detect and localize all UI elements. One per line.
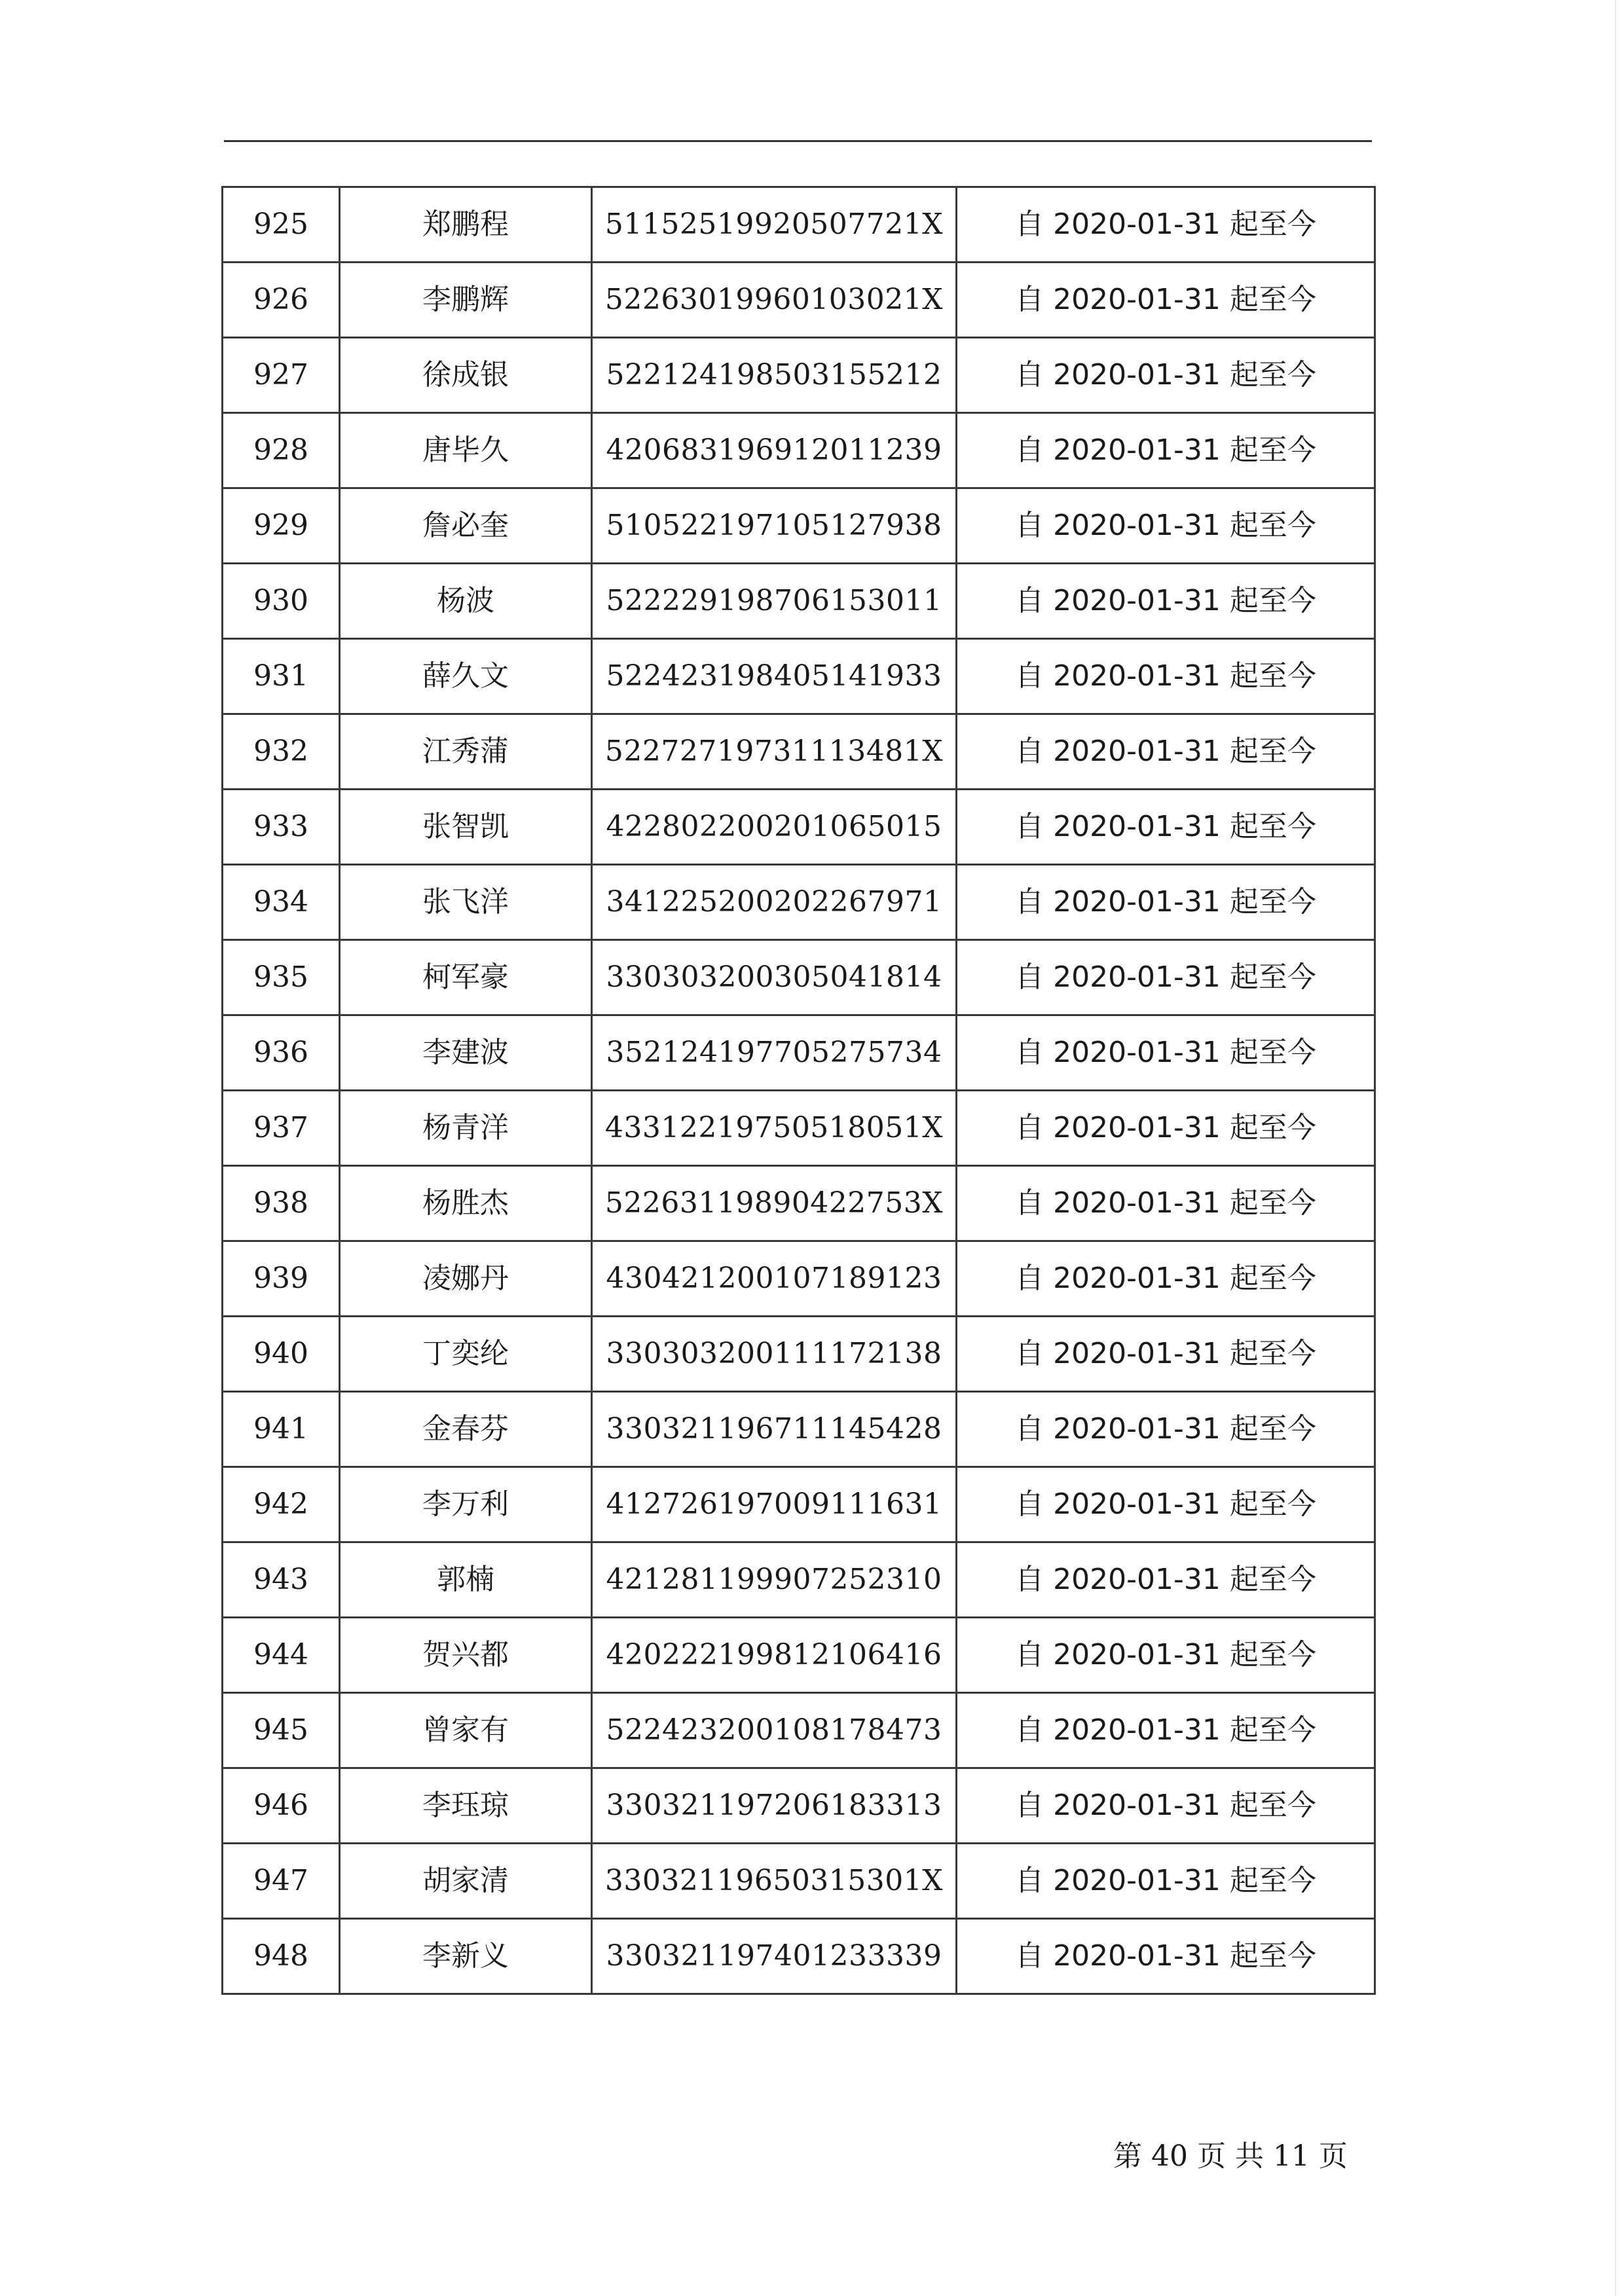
page-number: 第 40 页 共 11 页 <box>1113 2140 1348 2173</box>
row-number-cell: 937 <box>223 1091 340 1166</box>
row-number-cell: 935 <box>223 940 340 1015</box>
row-number-cell: 933 <box>223 790 340 865</box>
table-row <box>223 564 1375 639</box>
name-cell: 江秀蒲 <box>340 714 592 790</box>
name-cell: 郭楠 <box>340 1542 592 1618</box>
name-cell: 柯军豪 <box>340 940 592 1015</box>
period-cell: 自 2020-01-31 起至今 <box>957 1091 1375 1166</box>
id-number-cell: 522423200108178473 <box>592 1693 957 1768</box>
row-number-cell: 941 <box>223 1392 340 1467</box>
period-cell: 自 2020-01-31 起至今 <box>957 1618 1375 1693</box>
period-cell: 自 2020-01-31 起至今 <box>957 1919 1375 1994</box>
id-number-cell: 420222199812106416 <box>592 1618 957 1693</box>
id-number-cell: 52263019960103021X <box>592 263 957 338</box>
table-row <box>223 1844 1375 1919</box>
table-row <box>223 1091 1375 1166</box>
table-row <box>223 263 1375 338</box>
period-cell: 自 2020-01-31 起至今 <box>957 263 1375 338</box>
name-cell: 杨波 <box>340 564 592 639</box>
table-row <box>223 790 1375 865</box>
row-number-cell: 944 <box>223 1618 340 1693</box>
row-number-cell: 936 <box>223 1015 340 1091</box>
id-number-cell: 341225200202267971 <box>592 865 957 940</box>
id-number-cell: 330321197206183313 <box>592 1768 957 1844</box>
table-row <box>223 1768 1375 1844</box>
table-row <box>223 1693 1375 1768</box>
table-row <box>223 865 1375 940</box>
table-row <box>223 488 1375 564</box>
name-cell: 杨青洋 <box>340 1091 592 1166</box>
row-number-cell: 938 <box>223 1166 340 1241</box>
row-number-cell: 927 <box>223 338 340 413</box>
table-row <box>223 413 1375 488</box>
name-cell: 李鹏辉 <box>340 263 592 338</box>
name-cell: 薛久文 <box>340 639 592 714</box>
name-cell: 李珏琼 <box>340 1768 592 1844</box>
name-cell: 胡家清 <box>340 1844 592 1919</box>
id-number-cell: 330321197401233339 <box>592 1919 957 1994</box>
id-number-cell: 330321196711145428 <box>592 1392 957 1467</box>
name-cell: 唐毕久 <box>340 413 592 488</box>
id-number-cell: 52263119890422753X <box>592 1166 957 1241</box>
table-row <box>223 714 1375 790</box>
name-cell: 贺兴都 <box>340 1618 592 1693</box>
table-row <box>223 1919 1375 1994</box>
period-cell: 自 2020-01-31 起至今 <box>957 1768 1375 1844</box>
period-cell: 自 2020-01-31 起至今 <box>957 1844 1375 1919</box>
name-cell: 丁奕纶 <box>340 1317 592 1392</box>
row-number-cell: 934 <box>223 865 340 940</box>
period-cell: 自 2020-01-31 起至今 <box>957 790 1375 865</box>
period-cell: 自 2020-01-31 起至今 <box>957 1467 1375 1542</box>
period-cell: 自 2020-01-31 起至今 <box>957 1166 1375 1241</box>
id-number-cell: 51152519920507721X <box>592 187 957 263</box>
row-number-cell: 929 <box>223 488 340 564</box>
scan-edge-shadow <box>1615 0 1616 2296</box>
period-cell: 自 2020-01-31 起至今 <box>957 1317 1375 1392</box>
id-number-cell: 330303200305041814 <box>592 940 957 1015</box>
row-number-cell: 945 <box>223 1693 340 1768</box>
id-number-cell: 522124198503155212 <box>592 338 957 413</box>
row-number-cell: 939 <box>223 1241 340 1317</box>
period-cell: 自 2020-01-31 起至今 <box>957 413 1375 488</box>
row-number-cell: 946 <box>223 1768 340 1844</box>
name-cell: 张飞洋 <box>340 865 592 940</box>
period-cell: 自 2020-01-31 起至今 <box>957 714 1375 790</box>
name-cell: 张智凯 <box>340 790 592 865</box>
period-cell: 自 2020-01-31 起至今 <box>957 940 1375 1015</box>
table-row <box>223 1241 1375 1317</box>
row-number-cell: 948 <box>223 1919 340 1994</box>
name-cell: 曾家有 <box>340 1693 592 1768</box>
table-row <box>223 1467 1375 1542</box>
period-cell: 自 2020-01-31 起至今 <box>957 187 1375 263</box>
id-number-cell: 522423198405141933 <box>592 639 957 714</box>
period-cell: 自 2020-01-31 起至今 <box>957 639 1375 714</box>
row-number-cell: 943 <box>223 1542 340 1618</box>
id-number-cell: 420683196912011239 <box>592 413 957 488</box>
table-row <box>223 639 1375 714</box>
table-row <box>223 1618 1375 1693</box>
name-cell: 郑鹏程 <box>340 187 592 263</box>
id-number-cell: 430421200107189123 <box>592 1241 957 1317</box>
period-cell: 自 2020-01-31 起至今 <box>957 1392 1375 1467</box>
id-number-cell: 52272719731113481X <box>592 714 957 790</box>
table-row <box>223 338 1375 413</box>
table-row <box>223 1392 1375 1467</box>
id-number-cell: 422802200201065015 <box>592 790 957 865</box>
roster-table <box>221 186 1376 1995</box>
id-number-cell: 510522197105127938 <box>592 488 957 564</box>
table-row <box>223 1542 1375 1618</box>
name-cell: 李万利 <box>340 1467 592 1542</box>
period-cell: 自 2020-01-31 起至今 <box>957 564 1375 639</box>
id-number-cell: 421281199907252310 <box>592 1542 957 1618</box>
name-cell: 凌娜丹 <box>340 1241 592 1317</box>
table-row <box>223 187 1375 263</box>
id-number-cell: 330303200111172138 <box>592 1317 957 1392</box>
roster-table-body <box>223 187 1375 1994</box>
row-number-cell: 932 <box>223 714 340 790</box>
row-number-cell: 930 <box>223 564 340 639</box>
row-number-cell: 947 <box>223 1844 340 1919</box>
name-cell: 李新义 <box>340 1919 592 1994</box>
name-cell: 李建波 <box>340 1015 592 1091</box>
name-cell: 詹必奎 <box>340 488 592 564</box>
row-number-cell: 942 <box>223 1467 340 1542</box>
id-number-cell: 33032119650315301X <box>592 1844 957 1919</box>
table-row <box>223 1015 1375 1091</box>
table-row <box>223 1166 1375 1241</box>
period-cell: 自 2020-01-31 起至今 <box>957 1015 1375 1091</box>
id-number-cell: 352124197705275734 <box>592 1015 957 1091</box>
period-cell: 自 2020-01-31 起至今 <box>957 1241 1375 1317</box>
period-cell: 自 2020-01-31 起至今 <box>957 865 1375 940</box>
period-cell: 自 2020-01-31 起至今 <box>957 1693 1375 1768</box>
period-cell: 自 2020-01-31 起至今 <box>957 488 1375 564</box>
name-cell: 徐成银 <box>340 338 592 413</box>
row-number-cell: 940 <box>223 1317 340 1392</box>
table-row <box>223 1317 1375 1392</box>
row-number-cell: 925 <box>223 187 340 263</box>
id-number-cell: 43312219750518051X <box>592 1091 957 1166</box>
row-number-cell: 926 <box>223 263 340 338</box>
id-number-cell: 522229198706153011 <box>592 564 957 639</box>
name-cell: 杨胜杰 <box>340 1166 592 1241</box>
header-rule <box>224 140 1372 142</box>
period-cell: 自 2020-01-31 起至今 <box>957 338 1375 413</box>
id-number-cell: 412726197009111631 <box>592 1467 957 1542</box>
name-cell: 金春芬 <box>340 1392 592 1467</box>
row-number-cell: 931 <box>223 639 340 714</box>
period-cell: 自 2020-01-31 起至今 <box>957 1542 1375 1618</box>
row-number-cell: 928 <box>223 413 340 488</box>
table-row <box>223 940 1375 1015</box>
